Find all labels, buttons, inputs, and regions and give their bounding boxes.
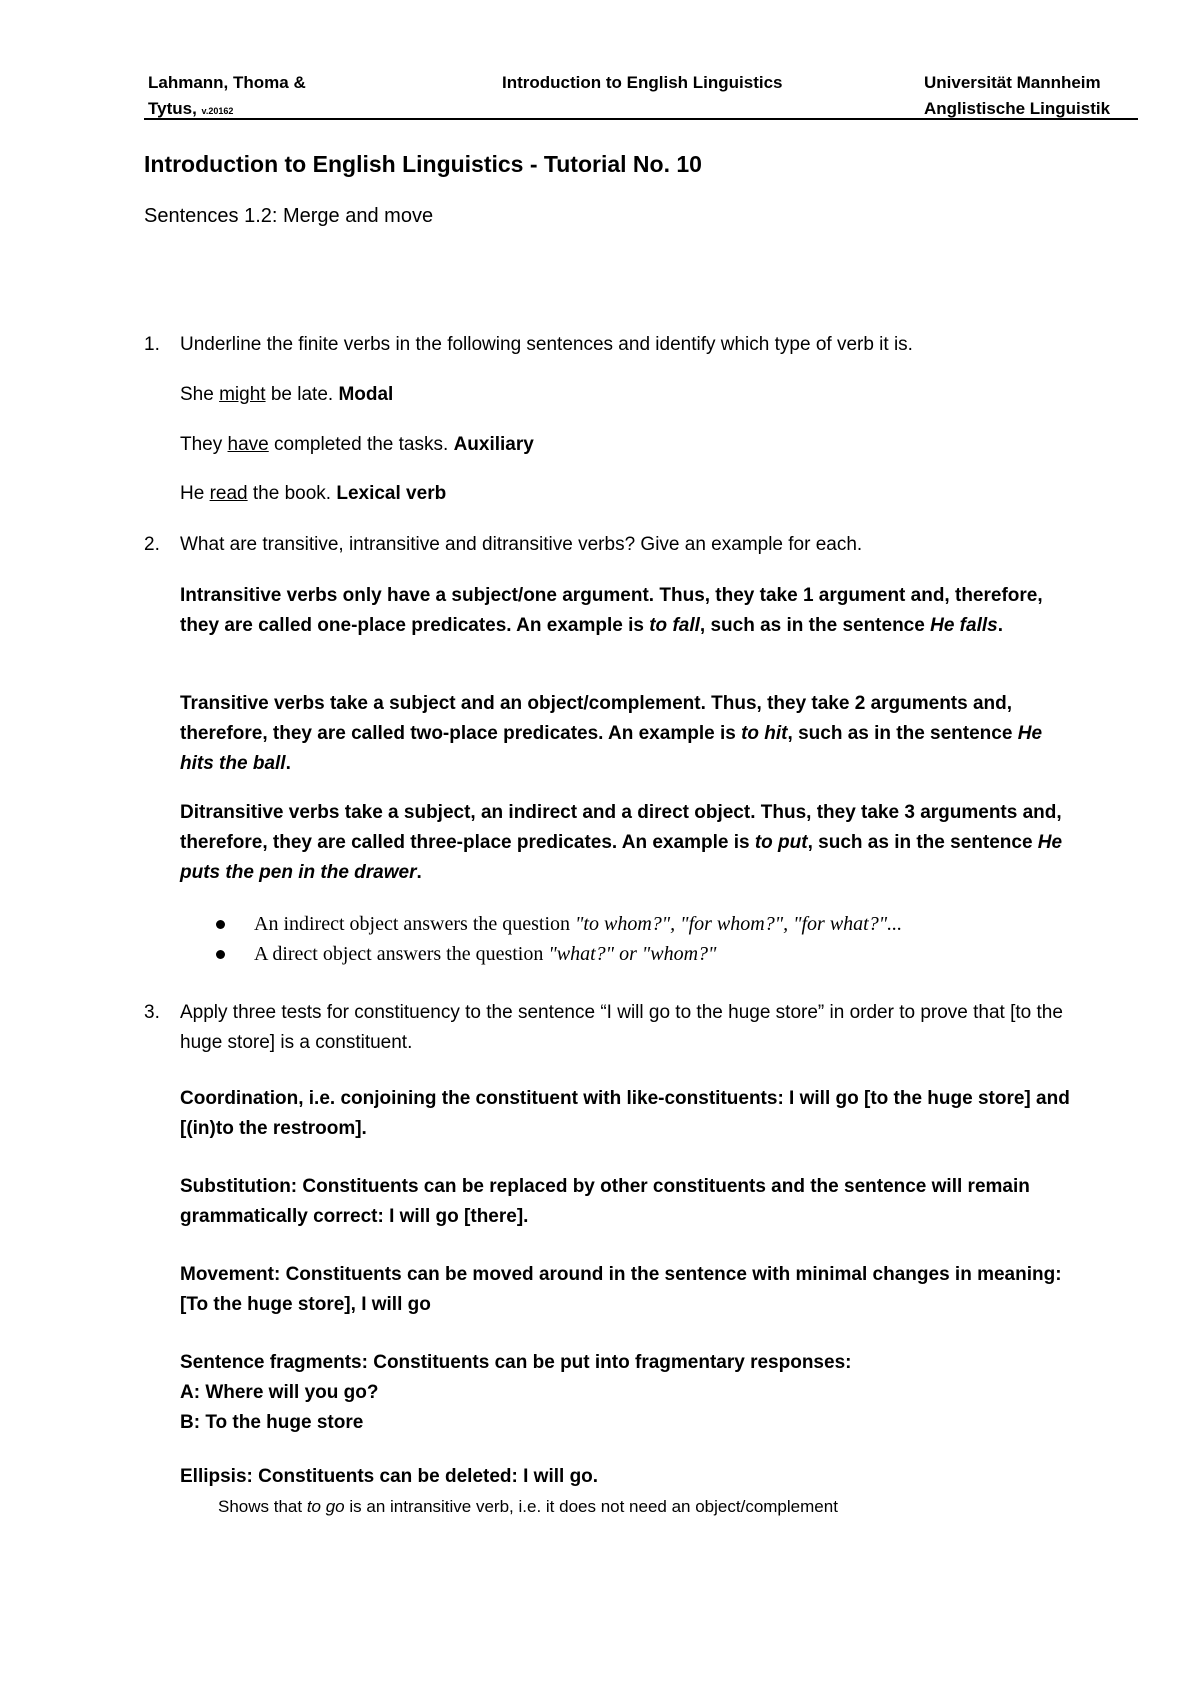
finite-verb: read — [209, 483, 248, 504]
header-authors — [148, 70, 306, 124]
q3-fragments — [180, 1348, 1070, 1438]
q2-question: What are transitive, intransitive and ditransitive verbs? Give an example for each. — [180, 534, 863, 555]
header-university-line1: Universität Mannheim — [924, 73, 1101, 92]
q1-number: 1. — [144, 334, 160, 355]
q2-transitive-answer: Transitive verbs take a subject and an object/complement. Thus, they take 2 arguments and, therefore, they are called two-place predicates. An example is to hit, such as in the sentence He hits the ball. — [180, 693, 1043, 774]
page-title: Introduction to English Linguistics - Tutorial No. 10 — [144, 151, 702, 177]
q3-substitution: Substitution: Constituents can be replaced by other constituents and the sentence will remain grammatically correct: I will go [there]. — [180, 1176, 1030, 1227]
list-item: A direct object answers the question "what?" or "whom?" — [212, 939, 1072, 969]
header-authors-line1: Lahmann, Thoma & — [148, 73, 306, 92]
q2-intransitive-answer: Intransitive verbs only have a subject/one argument. Thus, they take 1 argument and, therefore, they are called one-place predicates. An example is to fall, such as in the sentence He falls. — [180, 585, 1043, 636]
q3-number: 3. — [144, 1002, 160, 1023]
fragments-label: Sentence fragments: Constituents can be put into fragmentary responses: — [180, 1352, 852, 1373]
finite-verb: might — [219, 384, 266, 405]
finite-verb: have — [227, 434, 269, 455]
q1-example-1: She might be late. Modal — [180, 384, 394, 405]
q3-ellipsis: Ellipsis: Constituents can be deleted: I will go. — [180, 1466, 599, 1487]
q3-question: Apply three tests for constituency to the sentence “I will go to the huge store” in order to prove that [to the huge store] is a constituent. — [180, 1002, 1063, 1053]
bullet-icon — [216, 950, 225, 959]
q3-coordination: Coordination, i.e. conjoining the constituent with like-constituents: I will go [to the huge store] and [(in)to the restroom]. — [180, 1088, 1070, 1139]
verb-type: Auxiliary — [453, 434, 534, 455]
q1-example-2: They have completed the tasks. Auxiliary — [180, 434, 534, 455]
list-item: An indirect object answers the question "to whom?", "for whom?", "for what?"... — [212, 909, 1072, 939]
q1-example-3: He read the book. Lexical verb — [180, 483, 447, 504]
page-subtitle: Sentences 1.2: Merge and move — [144, 205, 434, 227]
header-university — [924, 70, 1110, 122]
header-university-line2: Anglistische Linguistik — [924, 99, 1111, 118]
q2-ditransitive-answer: Ditransitive verbs take a subject, an indirect and a direct object. Thus, they take 3 arguments and, therefore, they are called three-place predicates. An example is to put, such as in the sentence He puts the pen in the drawer. — [180, 802, 1063, 883]
header-authors-line2: Tytus, — [148, 99, 197, 118]
fragments-a: A: Where will you go? — [180, 1382, 379, 1403]
q2-number: 2. — [144, 534, 160, 555]
q2-bullet-list — [212, 909, 1072, 969]
q3-ellipsis-note: Shows that to go is an intransitive verb, i.e. it does not need an object/complement — [218, 1497, 838, 1516]
verb-type: Modal — [338, 384, 394, 405]
header-rule — [144, 118, 1138, 120]
q3-movement: Movement: Constituents can be moved around in the sentence with minimal changes in meaning: [To the huge store], I will go — [180, 1264, 1062, 1315]
q1-question: Underline the finite verbs in the following sentences and identify which type of verb it is. — [180, 334, 913, 355]
fragments-b: B: To the huge store — [180, 1412, 364, 1433]
verb-type: Lexical verb — [336, 483, 447, 504]
header-course: Introduction to English Linguistics — [502, 73, 783, 92]
header-version: v.20162 — [201, 106, 234, 116]
bullet-icon — [216, 920, 225, 929]
